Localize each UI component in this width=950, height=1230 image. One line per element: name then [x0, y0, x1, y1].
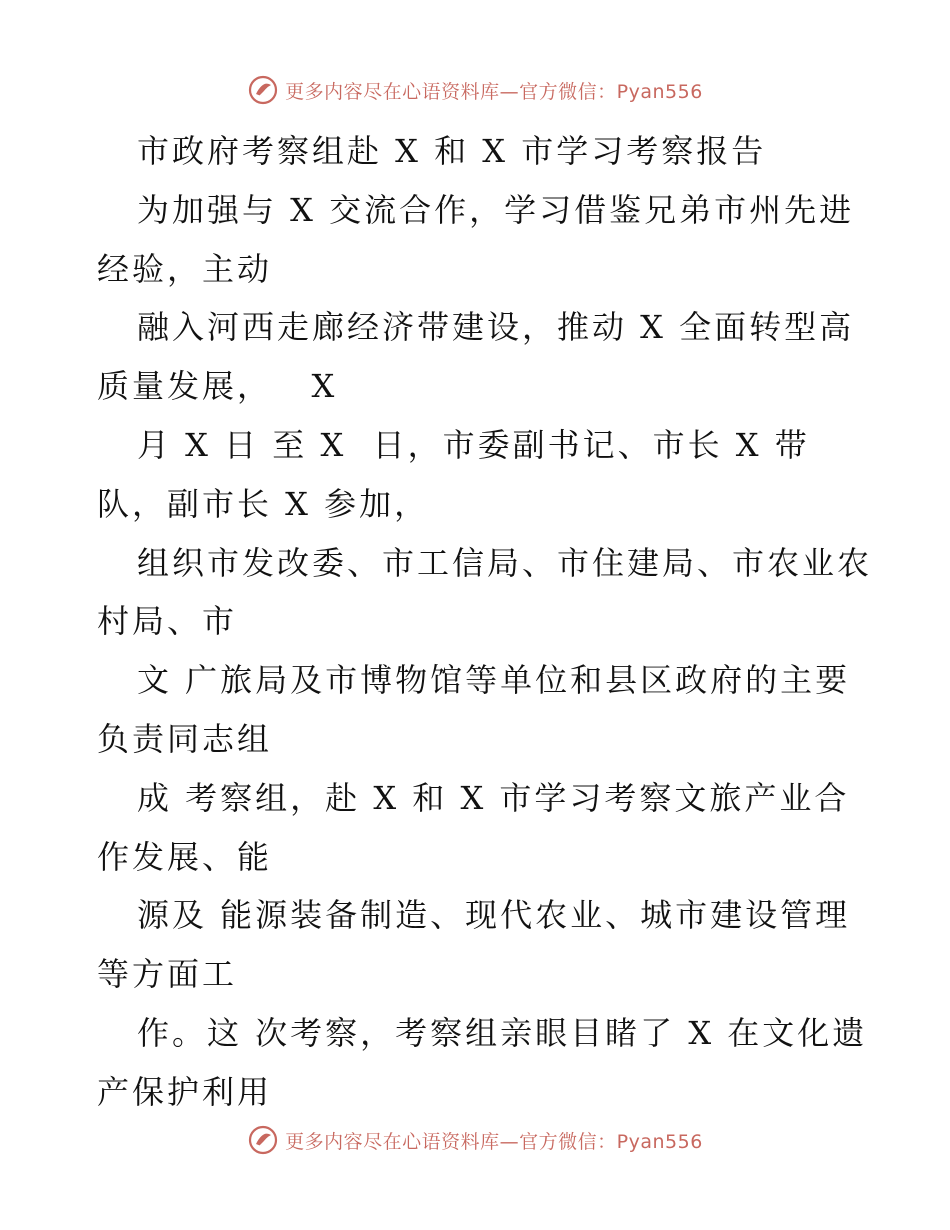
text-line: 等方面工	[97, 955, 238, 994]
text-line: 为加强与 X 交流合作，学习借鉴兄弟市州先进	[137, 190, 855, 229]
text-line: 经验，主动	[97, 249, 273, 288]
text-line: 村局、市	[97, 602, 238, 641]
text-line: 市政府考察组赴 X 和 X 市学习考察报告	[137, 132, 767, 170]
text-line: 文 广旅局及市博物馆等单位和县区政府的主要	[137, 661, 851, 700]
banner-text: 更多内容尽在心语资料库—官方微信：Pyan556	[285, 1130, 703, 1153]
text-line: 产保护利用	[97, 1072, 273, 1111]
text-line: 质量发展， X	[97, 367, 338, 406]
document-body	[97, 122, 877, 1122]
text-line: 成 考察组，赴 X 和 X 市学习考察文旅产业合	[137, 778, 850, 817]
text-line: 队，副市长 X 参加，	[97, 484, 430, 523]
text-line: 作发展、能	[97, 837, 273, 876]
text-line: 融入河西走廊经济带建设，推动 X 全面转型高	[137, 308, 855, 347]
text-line: 月 X 日 至 X 日，市委副书记、市长 X 带	[137, 425, 810, 464]
brand-logo-icon	[247, 1124, 279, 1156]
banner-text: 更多内容尽在心语资料库—官方微信：Pyan556	[285, 80, 703, 103]
text-line: 负责同志组	[97, 719, 273, 758]
text-line: 作。这 次考察，考察组亲眼目睹了 X 在文化遗	[137, 1013, 868, 1052]
text-line: 源及 能源装备制造、现代农业、城市建设管理	[137, 896, 851, 935]
header-banner	[0, 72, 950, 108]
text-line: 组织市发改委、市工信局、市住建局、市农业农	[137, 543, 873, 582]
footer-banner	[0, 1122, 950, 1158]
brand-logo-icon	[247, 74, 279, 106]
